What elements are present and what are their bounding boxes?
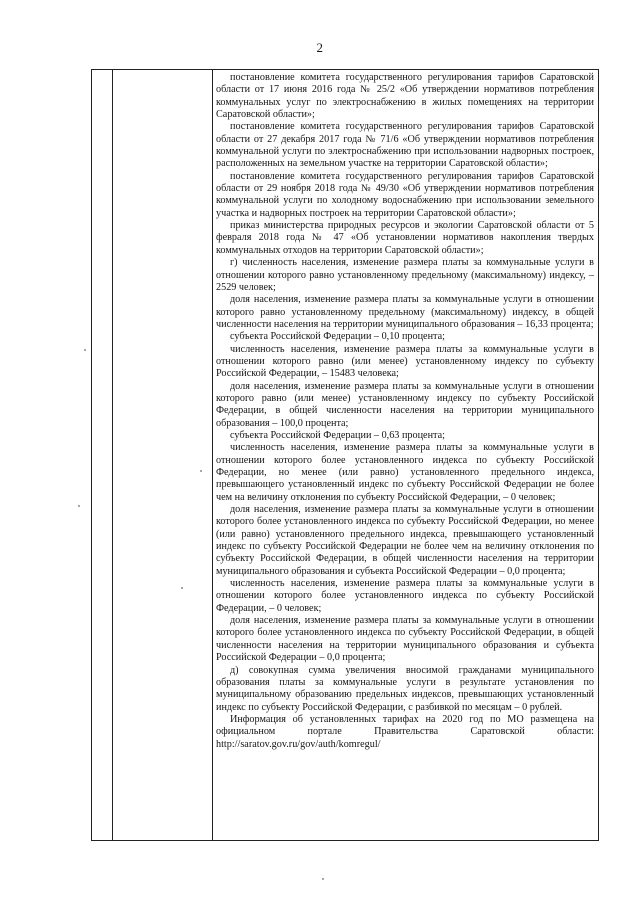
scan-speck	[181, 587, 183, 589]
scan-speck	[322, 878, 324, 880]
paragraph-population-above-index-within-deviation: численность населения, изменение размера платы за коммунальные услуги в отношении которого более установленного индекса по субъекту Российской Федерации, но менее (или равно) установленного предельного индекса, превышающего установленный индекс по субъекту Российской Федерации не более чем на величину отклонения по субъекту Российской Федерации, – 0 человек;	[216, 442, 594, 503]
paragraph-order-solid-waste: приказ министерства природных ресурсов и экологии Саратовской области от 5 февраля 2018 года № 47 «Об установлении нормативов накопления твердых коммунальных отходов на территории Саратовской области»;	[216, 220, 594, 256]
page-number: 2	[316, 40, 324, 55]
paragraph-share-equal-max-index: доля населения, изменение размера платы за коммунальные услуги в отношении которого равно установленному предельному (максимальному) индексу, в общей численности населения на территории муниципального образования – 16,33 процента;	[216, 294, 594, 330]
paragraph-population-above-index: численность населения, изменение размера платы за коммунальные услуги в отношении которого более установленного индекса по субъекту Российской Федерации, – 0 человек;	[216, 578, 594, 614]
paragraph-subject-share-1: субъекта Российской Федерации – 0,10 процента;	[230, 331, 445, 343]
paragraph-population-equal-or-less: численность населения, изменение размера платы за коммунальные услуги в отношении которого равно (или менее) установленному индексу по субъекту Российской Федерации, – 15483 человека;	[216, 343, 594, 380]
paragraph-tariff-info-link: Информация об установленных тарифах на 2020 год по МО размещена на официальном портале Правительства Саратовской области: http://saratov.gov.ru/gov/auth/komregul/	[216, 713, 594, 750]
scan-speck	[78, 505, 80, 507]
document-table	[91, 69, 599, 841]
table-cell-content	[216, 72, 594, 751]
paragraph-share-equal-or-less: доля населения, изменение размера платы за коммунальные услуги в отношении которого равно (или менее) установленному индексу по субъекту Российской Федерации, в общей численности населения на территории муниципального образования – 100,0 процента;	[216, 380, 594, 429]
paragraph-resolution-cold-water: постановление комитета государственного регулирования тарифов Саратовской области от 29 ноября 2018 года № 49/30 «Об утверждении нормативов потребления коммунальной услуги по холодному водоснабжению при использовании земельного участка и надворных построек на территории Саратовской области»;	[216, 170, 594, 219]
column-divider	[112, 70, 113, 840]
paragraph-share-above-index: доля населения, изменение размера платы за коммунальные услуги в отношении которого более установленного индекса по субъекту Российской Федерации, в общей численности населения на территории муниципального образования и субъекта Российской Федерации – 0,0 процента;	[216, 615, 594, 664]
scan-speck	[84, 349, 86, 351]
paragraph-resolution-electricity-residential: постановление комитета государственного регулирования тарифов Саратовской области от 17 июня 2016 года № 25/2 «Об утверждении нормативов потребления коммунальных услуг по электроснабжению в жилых помещениях на территории Саратовской области»;	[216, 72, 594, 121]
paragraph-total-increase: д) совокупная сумма увеличения вносимой гражданами муниципального образования платы за коммунальные услуги в результате установления по муниципальному образованию предельных индексов, превышающих установленный индекс по субъекту Российской Федерации, с разбивкой по месяцам – 0 рублей.	[216, 664, 594, 713]
paragraph-share-above-index-within-deviation: доля населения, изменение размера платы за коммунальные услуги в отношении которого более установленного индекса по субъекту Российской Федерации, но менее (или равно) установленного предельного индекса, превышающего установленный индекс по субъекту Российской Федерации не более чем на величину отклонения по субъекту Российской Федерации, в общей численности населения на территории муниципального образования и субъекта Российской Федерации – 0,0 процента;	[216, 504, 594, 577]
paragraph-resolution-electricity-outbuildings: постановление комитета государственного регулирования тарифов Саратовской области от 27 декабря 2017 года № 71/6 «Об утверждении нормативов потребления коммунальной услуги по электроснабжению при использовании надворных построек, расположенных на земельном участке на территории Саратовской области»;	[216, 121, 594, 170]
scan-speck	[200, 470, 202, 472]
paragraph-subject-share-2: субъекта Российской Федерации – 0,63 процента;	[230, 429, 445, 441]
column-divider	[212, 70, 213, 840]
paragraph-population-equal-max-index: г) численность населения, изменение размера платы за коммунальные услуги в отношении которого равно установленному предельному (максимальному) индексу, – 2529 человек;	[216, 257, 594, 293]
